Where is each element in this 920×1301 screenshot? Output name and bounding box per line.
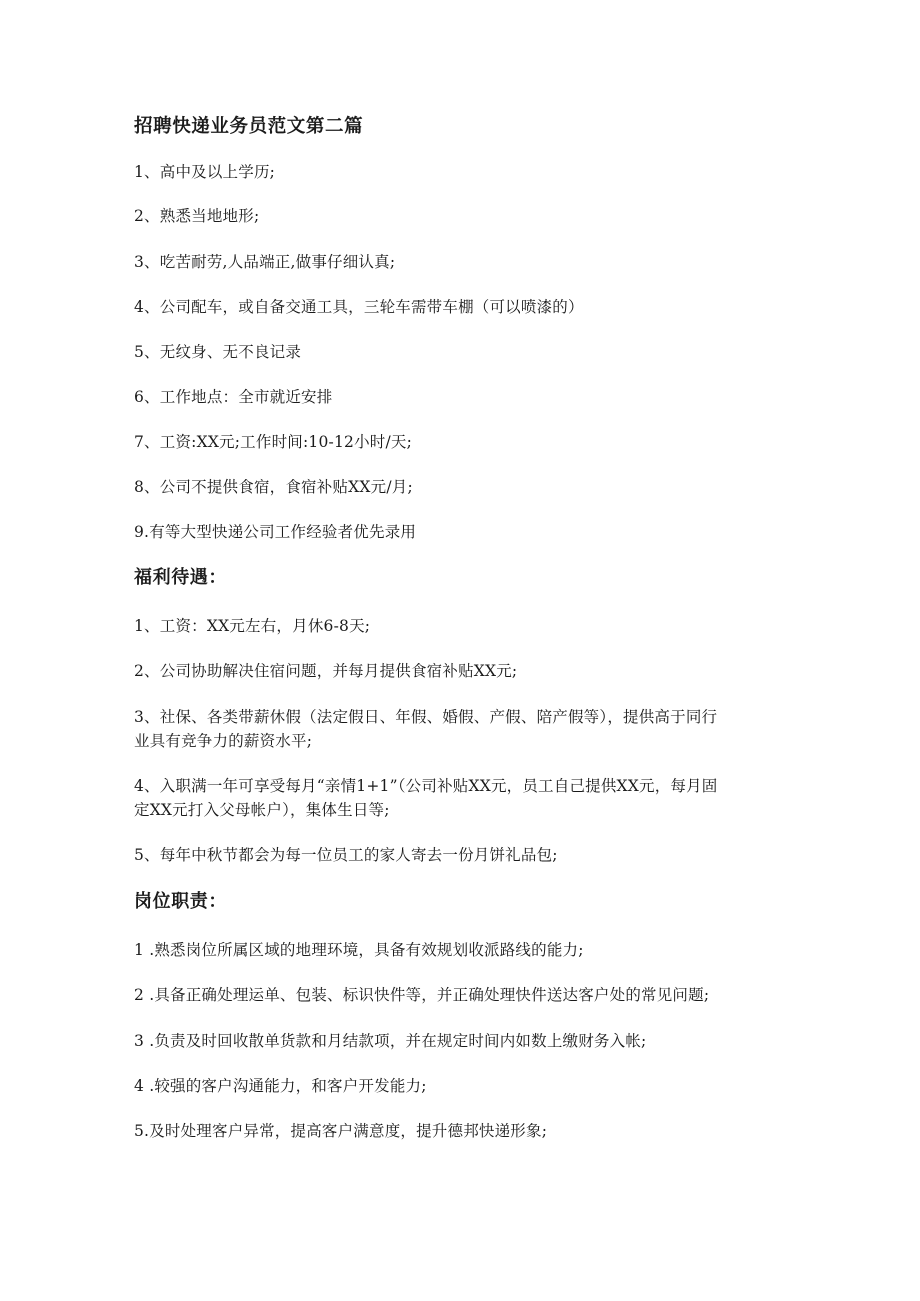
duties-heading: 岗位职责： xyxy=(134,891,227,912)
requirement-item-5: 5、无纹身、无不良记录 xyxy=(134,343,302,361)
requirement-item-2: 2、熟悉当地地形; xyxy=(134,207,260,225)
benefit-item-2: 2、公司协助解决住宿问题，并每月提供食宿补贴XX元; xyxy=(134,662,518,680)
benefits-heading: 福利待遇： xyxy=(134,567,227,588)
duty-item-4: 4 .较强的客户沟通能力，和客户开发能力; xyxy=(134,1077,427,1095)
requirement-item-7: 7、工资:XX元;工作时间:10-12小时/天; xyxy=(134,433,413,451)
benefit-item-3-line-2: 业具有竞争力的薪资水平; xyxy=(134,732,313,750)
requirement-item-8: 8、公司不提供食宿，食宿补贴XX元/月; xyxy=(134,478,413,496)
benefit-item-4-line-2: 定XX元打入父母帐户），集体生日等; xyxy=(134,801,390,819)
duty-item-5: 5.及时处理客户异常，提高客户满意度，提升德邦快递形象; xyxy=(134,1122,548,1140)
benefit-item-1: 1、工资：XX元左右，月休6-8天; xyxy=(134,617,371,635)
requirement-item-3: 3、吃苦耐劳,人品端正,做事仔细认真; xyxy=(134,253,396,271)
duty-item-3: 3 .负责及时回收散单货款和月结款项，并在规定时间内如数上缴财务入帐; xyxy=(134,1032,647,1050)
requirement-item-9: 9.有等大型快递公司工作经验者优先录用 xyxy=(134,523,417,541)
document-title: 招聘快递业务员范文第二篇 xyxy=(134,116,364,137)
duty-item-2: 2 .具备正确处理运单、包装、标识快件等，并正确处理快件送达客户处的常见问题; xyxy=(134,986,710,1004)
requirement-item-6: 6、工作地点：全市就近安排 xyxy=(134,388,333,406)
requirement-item-1: 1、高中及以上学历; xyxy=(134,163,276,181)
duty-item-1: 1 .熟悉岗位所属区域的地理环境，具备有效规划收派路线的能力; xyxy=(134,941,584,959)
benefit-item-4-line-1: 4、入职满一年可享受每月“亲情1+1”（公司补贴XX元，员工自己提供XX元，每月固 xyxy=(134,777,718,795)
benefit-item-3-line-1: 3、社保、各类带薪休假（法定假日、年假、婚假、产假、陪产假等），提供高于同行 xyxy=(134,708,718,726)
requirement-item-4: 4、公司配车，或自备交通工具，三轮车需带车棚（可以喷漆的） xyxy=(134,298,584,316)
benefit-item-5: 5、每年中秋节都会为每一位员工的家人寄去一份月饼礼品包; xyxy=(134,846,558,864)
